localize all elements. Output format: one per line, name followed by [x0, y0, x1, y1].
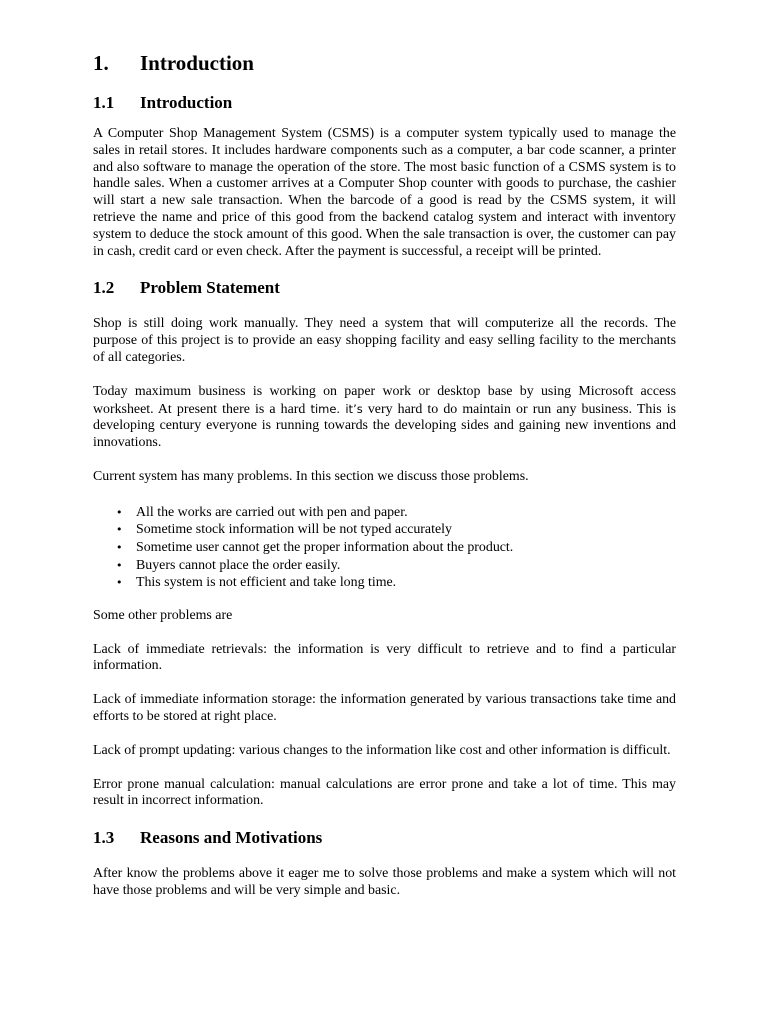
- list-item-text: Sometime stock information will be not typed accurately: [136, 522, 452, 538]
- section-title: Introduction: [140, 93, 233, 112]
- paragraph-retrievals: Lack of immediate retrievals: the information is very difficult to retrieve and to find a particular information.: [93, 641, 676, 674]
- list-item: [93, 521, 676, 539]
- list-item: [93, 504, 676, 522]
- paragraph-text: very hard to do maintain or run any business. This is developing century everyone is running towards the developing sides and gaining new inventions and innovations.: [93, 401, 676, 451]
- paragraph-storage: Lack of immediate information storage: the information generated by various transactions take time and efforts to be stored at right place.: [93, 692, 676, 724]
- section-number: 1.2: [93, 278, 115, 298]
- section-title: Reasons and Motivations: [140, 828, 323, 848]
- paragraph-current-system: Current system has many problems. In this section we discuss those problems.: [93, 468, 529, 484]
- list-item: [93, 539, 676, 557]
- paragraph-updating: Lack of prompt updating: various changes to the information like cost and other information is difficult.: [93, 742, 671, 758]
- section-number: 1.1: [93, 93, 115, 112]
- chapter-title: Introduction: [140, 51, 254, 75]
- bullet-icon: •: [116, 523, 123, 537]
- paragraph-other-problems: Some other problems are: [93, 607, 233, 623]
- section-title: Problem Statement: [140, 278, 280, 298]
- paragraph-manual-work: Shop is still doing work manually. They need a system that will computerize all the records. The purpose of this project is to provide an easy shopping facility and easy selling facility to the merchants of all categories.: [93, 316, 676, 365]
- document-page: [93, 48, 676, 900]
- paragraph-csms-overview: A Computer Shop Management System (CSMS) is a computer system typically used to manage the sales in retail stores. It includes hardware components such as a computer, a bar code scanner, a printer and also software to manage the operation of the store. The most basic function of a CSMS system is to handle sales. When a customer arrives at a Computer Shop counter with goods to purchase, the cashier will start a new sale transaction. When the barcode of a good is read by the CSMS system, it will retrieve the name and price of this good from the backend catalog system and interact with inventory system to deduce the stock amount of this good. When the sale transaction is over, the customer can pay in cash, credit card or even check. After the payment is successful, a receipt will be printed.: [93, 126, 676, 259]
- paragraph-text: Today maximum business is working on paper work or desktop base by using Microsoft access worksheet. At present there is a hard: [93, 383, 676, 417]
- paragraph-text-mono: time. it’s: [310, 401, 363, 416]
- paragraph-calculation: Error prone manual calculation: manual calculations are error prone and take a lot of time. This may result in incorrect information.: [93, 776, 676, 809]
- chapter-number: 1.: [93, 51, 109, 75]
- section-heading-1-3: [93, 827, 676, 849]
- list-item: [93, 574, 676, 592]
- list-item-text: This system is not efficient and take long time.: [136, 575, 397, 591]
- list-item: [93, 557, 676, 575]
- list-item-text: Buyers cannot place the order easily.: [136, 557, 341, 573]
- paragraph-motivation: After know the problems above it eager me to solve those problems and make a system which will not have those problems and will be very simple and basic.: [93, 866, 676, 898]
- section-heading-1-1: [93, 92, 676, 114]
- list-item-text: Sometime user cannot get the proper information about the product.: [136, 539, 514, 555]
- bullet-icon: •: [116, 540, 123, 554]
- section-heading-1-2: [93, 277, 676, 299]
- bullet-icon: •: [116, 558, 123, 572]
- paragraph-paper-work: [93, 384, 676, 452]
- list-item-text: All the works are carried out with pen and paper.: [136, 504, 408, 520]
- bullet-icon: •: [116, 576, 123, 590]
- section-number: 1.3: [93, 828, 115, 848]
- problem-list: [93, 504, 676, 592]
- bullet-icon: •: [116, 505, 123, 519]
- chapter-heading: [93, 48, 676, 78]
